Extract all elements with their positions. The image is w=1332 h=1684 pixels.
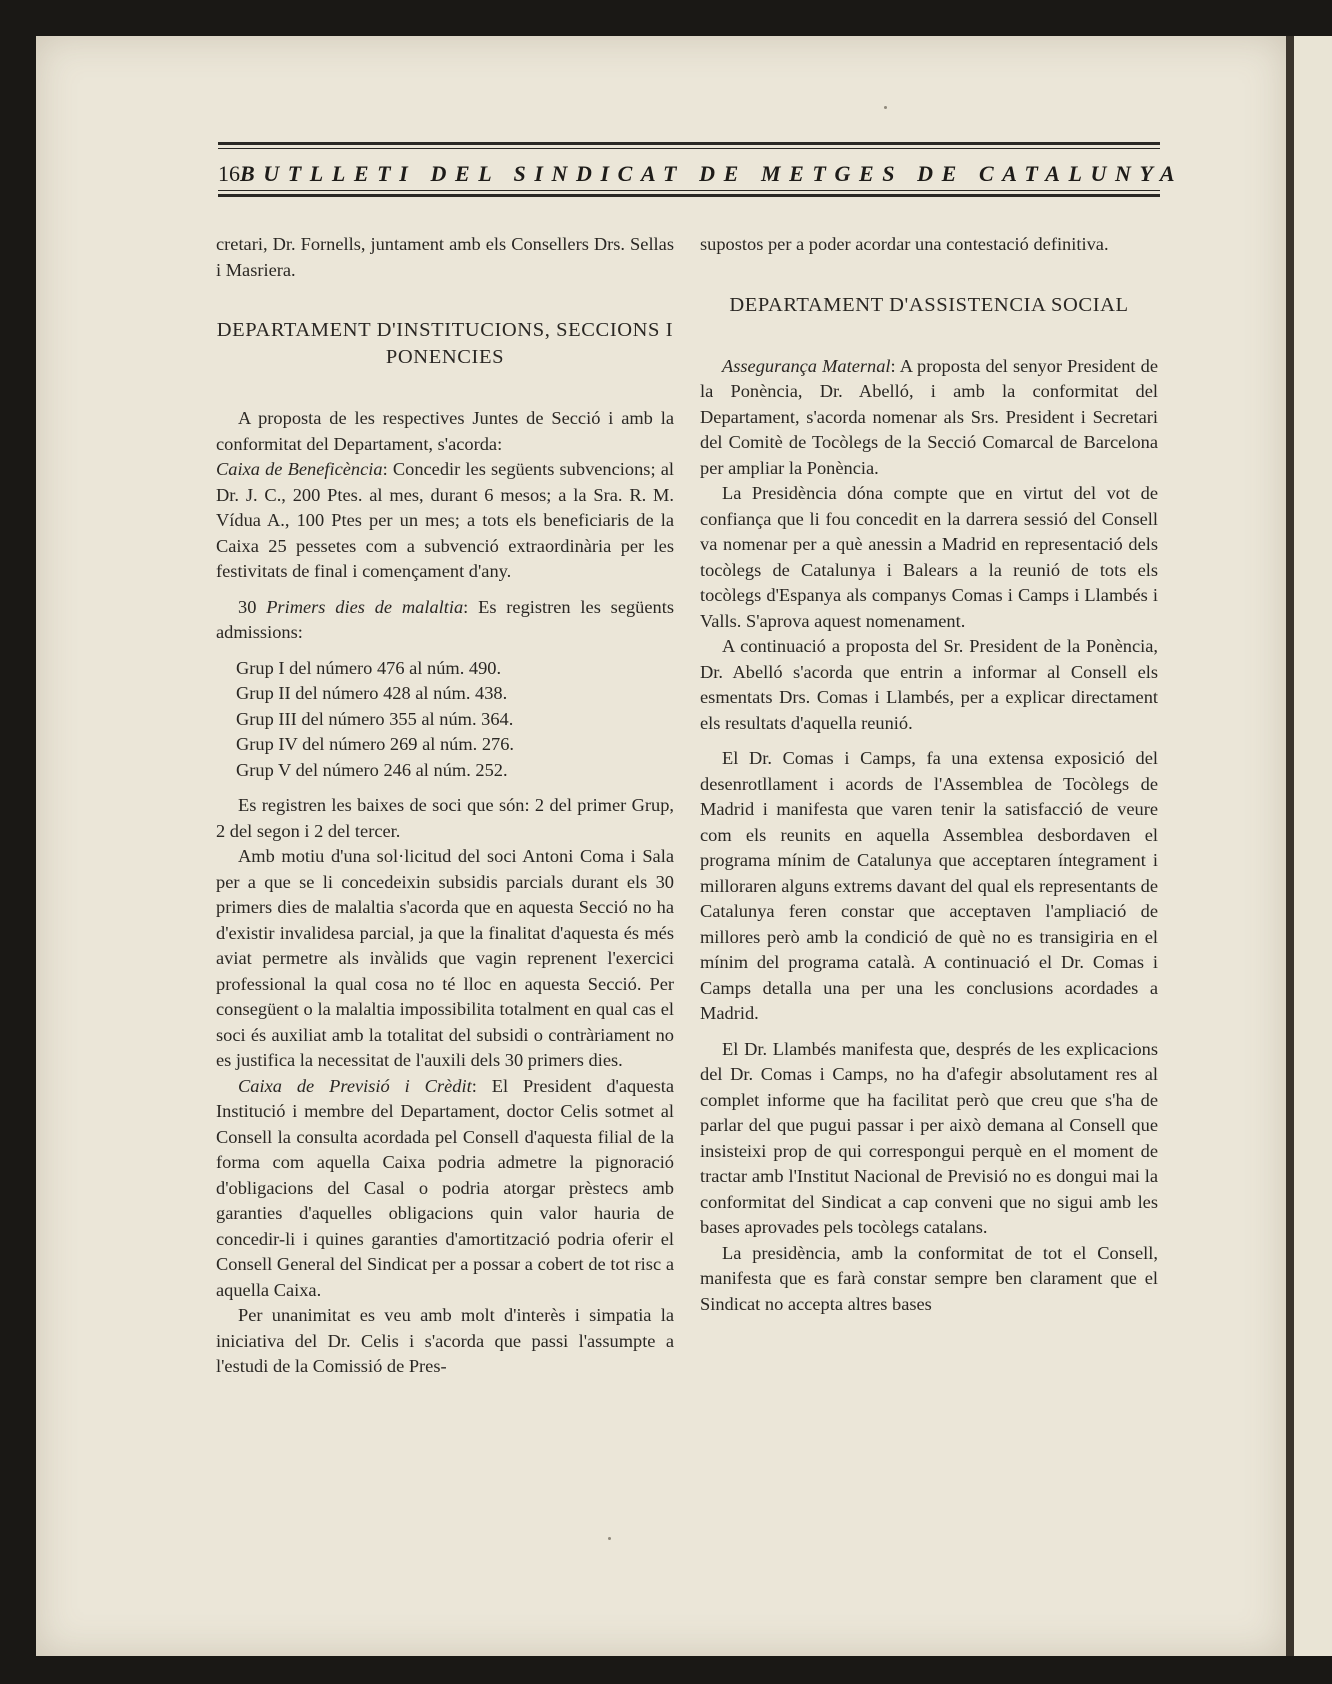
section-heading: DEPARTAMENT D'ASSISTENCIA SOCIAL (729, 293, 1129, 316)
paragraph-continuacio: A continuació a proposta del Sr. President de la Ponència, Dr. Abelló s'acorda que entrin a informar al Consell els esmentats Drs. Comas i Llambés, per a explicar directament els resultats d'aquella reunió. (700, 636, 1158, 733)
list-item: Grup III del número 355 al núm. 364. (236, 708, 514, 729)
list-item: Grup I del número 476 al núm. 490. (236, 657, 502, 678)
paragraph-intro: A proposta de les respectives Juntes de Secció i amb la conformitat del Departament, s'acorda: (216, 408, 674, 454)
primers-number: 30 (238, 596, 267, 617)
paragraph-final: La presidència, amb la conformitat de tot el Consell, manifesta que es farà constar sempre ben clarament que el Sindicat no accepta altres bases (700, 1242, 1158, 1314)
next-page-edge (1294, 36, 1332, 1656)
paragraph-baixes: Es registren les baixes de soci que són: 2 del primer Grup, 2 del segon i 2 del tercer. (216, 795, 674, 841)
continued-paragraph: supostos per a poder acordar una contestació definitiva. (700, 234, 1109, 254)
paper-speck (884, 106, 887, 109)
previsio-text: : El President d'aquesta Institució i membre del Departament, doctor Celis sotmet al Consell la consulta acordada pel Consell d'aquesta filial de la forma com aquella Caixa podria admetre la pignoració d'obligacions del Casal o podria atorgar prèstecs amb garanties d'aquelles obligacions quin valor hauria de concedir-li i quines garanties d'amortització podria oferir el Consell General del Sindicat per a possar a cobert de tot risc a aquella Caixa. (216, 1075, 674, 1300)
continued-paragraph: cretari, Dr. Fornells, juntament amb els Consellers Drs. Sellas i Masriera. (216, 234, 674, 280)
grup-list (216, 656, 674, 784)
paragraph-caixa-beneficencia (216, 457, 674, 585)
list-item: Grup IV del número 269 al núm. 276. (236, 734, 515, 754)
journal-title: BUTLLETI DEL SINDICAT DE METGES DE CATALUNYA (240, 161, 1184, 186)
caixa-text: : Concedir les següents subvencions; al Dr. J. C., 200 Ptes. al mes, durant 6 mesos; a la Sra. R. M. Vídua A., 100 Ptes per un mes; a tots els beneficiaris de la Caixa 25 pessetes com a subvenció extraordinària per les festivitats de final i començament d'any. (216, 459, 674, 581)
primers-text: : Es registren les següents admissions: (216, 596, 674, 642)
paragraph-primers-dies (216, 595, 674, 646)
paragraph-llambes: El Dr. Llambés manifesta que, després de les explicacions del Dr. Comas i Camps, no ha d'afegir absolutament res al complet informe que ha facilitat però que creu que s'ha de parlar del que pugui passar i per això demana al Consell que insisteixi prop de qui correspongui perquè en el moment de tractar amb l'Institut Nacional de Previsió no es dongui mai la conformitat del Sindicat a cap conveni que no sigui amb les bases aprovades pels tocòlegs catalans. (700, 1038, 1158, 1237)
list-item: Grup V del número 246 al núm. 252. (236, 759, 508, 780)
primers-label: Primers dies de malaltia (266, 596, 464, 617)
section-heading: DEPARTAMENT D'INSTITUCIONS, SECCIONS I PONENCIES (216, 319, 674, 368)
page-number: 16 (218, 161, 240, 186)
assegurança-label: Assegurança Maternal (722, 355, 891, 376)
right-column (700, 232, 1158, 1317)
previsio-label: Caixa de Previsió i Crèdit (238, 1075, 472, 1096)
paragraph-presidencia: La Presidència dóna compte que en virtut del vot de confiança que li fou concedit en la darrera sessió del Consell va nomenar per a què anessin a Madrid en representació dels tocòlegs de Catalunya i Balears a la reunió de tots els tocòlegs d'Espanya als companys Comas i Camps i Llambés i Valls. S'aprova aquest nomenament. (700, 483, 1158, 631)
paper-speck (608, 1537, 611, 1540)
page-edge-shadow (1286, 36, 1294, 1656)
paragraph-unanimitat: Per unanimitat es veu amb molt d'interès i simpatia la iniciativa del Dr. Celis i s'acorda que passi l'assumpte a l'estudi de la Comissió de Pres- (216, 1305, 674, 1376)
running-head (218, 154, 1184, 194)
paragraph-comas: El Dr. Comas i Camps, fa una extensa exposició del desenrotllament i acords de l'Assemblea de Tocòlegs de Madrid i manifesta que varen tenir la satisfacció de veure com els reunits en aquella Assemblea desbordaven el programa mínim de Catalunya que acceptaren íntegrament i milloraren alguns extrems davant del qual els representants de Catalunya feren constar que acceptaven l'ampliació de millores però amb la condició de què no es transigiria en el mínim del programa català. A continuació el Dr. Comas i Camps detalla una per una les conclusions acordades a Madrid. (700, 748, 1158, 1023)
list-item: Grup II del número 428 al núm. 438. (236, 683, 508, 703)
paragraph-motiu: Amb motiu d'una sol·licitud del soci Antoni Coma i Sala per a que se li concedeixin subsidis parcials durant els 30 primers dies de malaltia s'acorda que en aquesta Secció no ha d'existir invalidesa parcial, ja que la finalitat d'aquesta és més aviat permetre als invàlids que vagin reprenent l'exercici professional la qual cosa no té lloc en aquesta Secció. Per consegüent o la malaltia impossibilita totalment en qual cas el soci és auxiliat amb la totalitat del subsidi o contràriament no es justifica la necessitat de l'auxili dels 30 primers dies. (216, 846, 674, 1070)
left-column (216, 232, 674, 1380)
paragraph-assegurança (700, 354, 1158, 482)
paragraph-caixa-previsio (216, 1074, 674, 1304)
caixa-label: Caixa de Beneficència (216, 459, 383, 479)
assegurança-text: : A proposta del senyor President de la Ponència, Dr. Abelló, i amb la conformitat del Departament, s'acorda nomenar als Srs. President i Secretari del Comitè de Tocòlegs de la Secció Comarcal de Barcelona per ampliar la Ponència. (700, 355, 1158, 478)
